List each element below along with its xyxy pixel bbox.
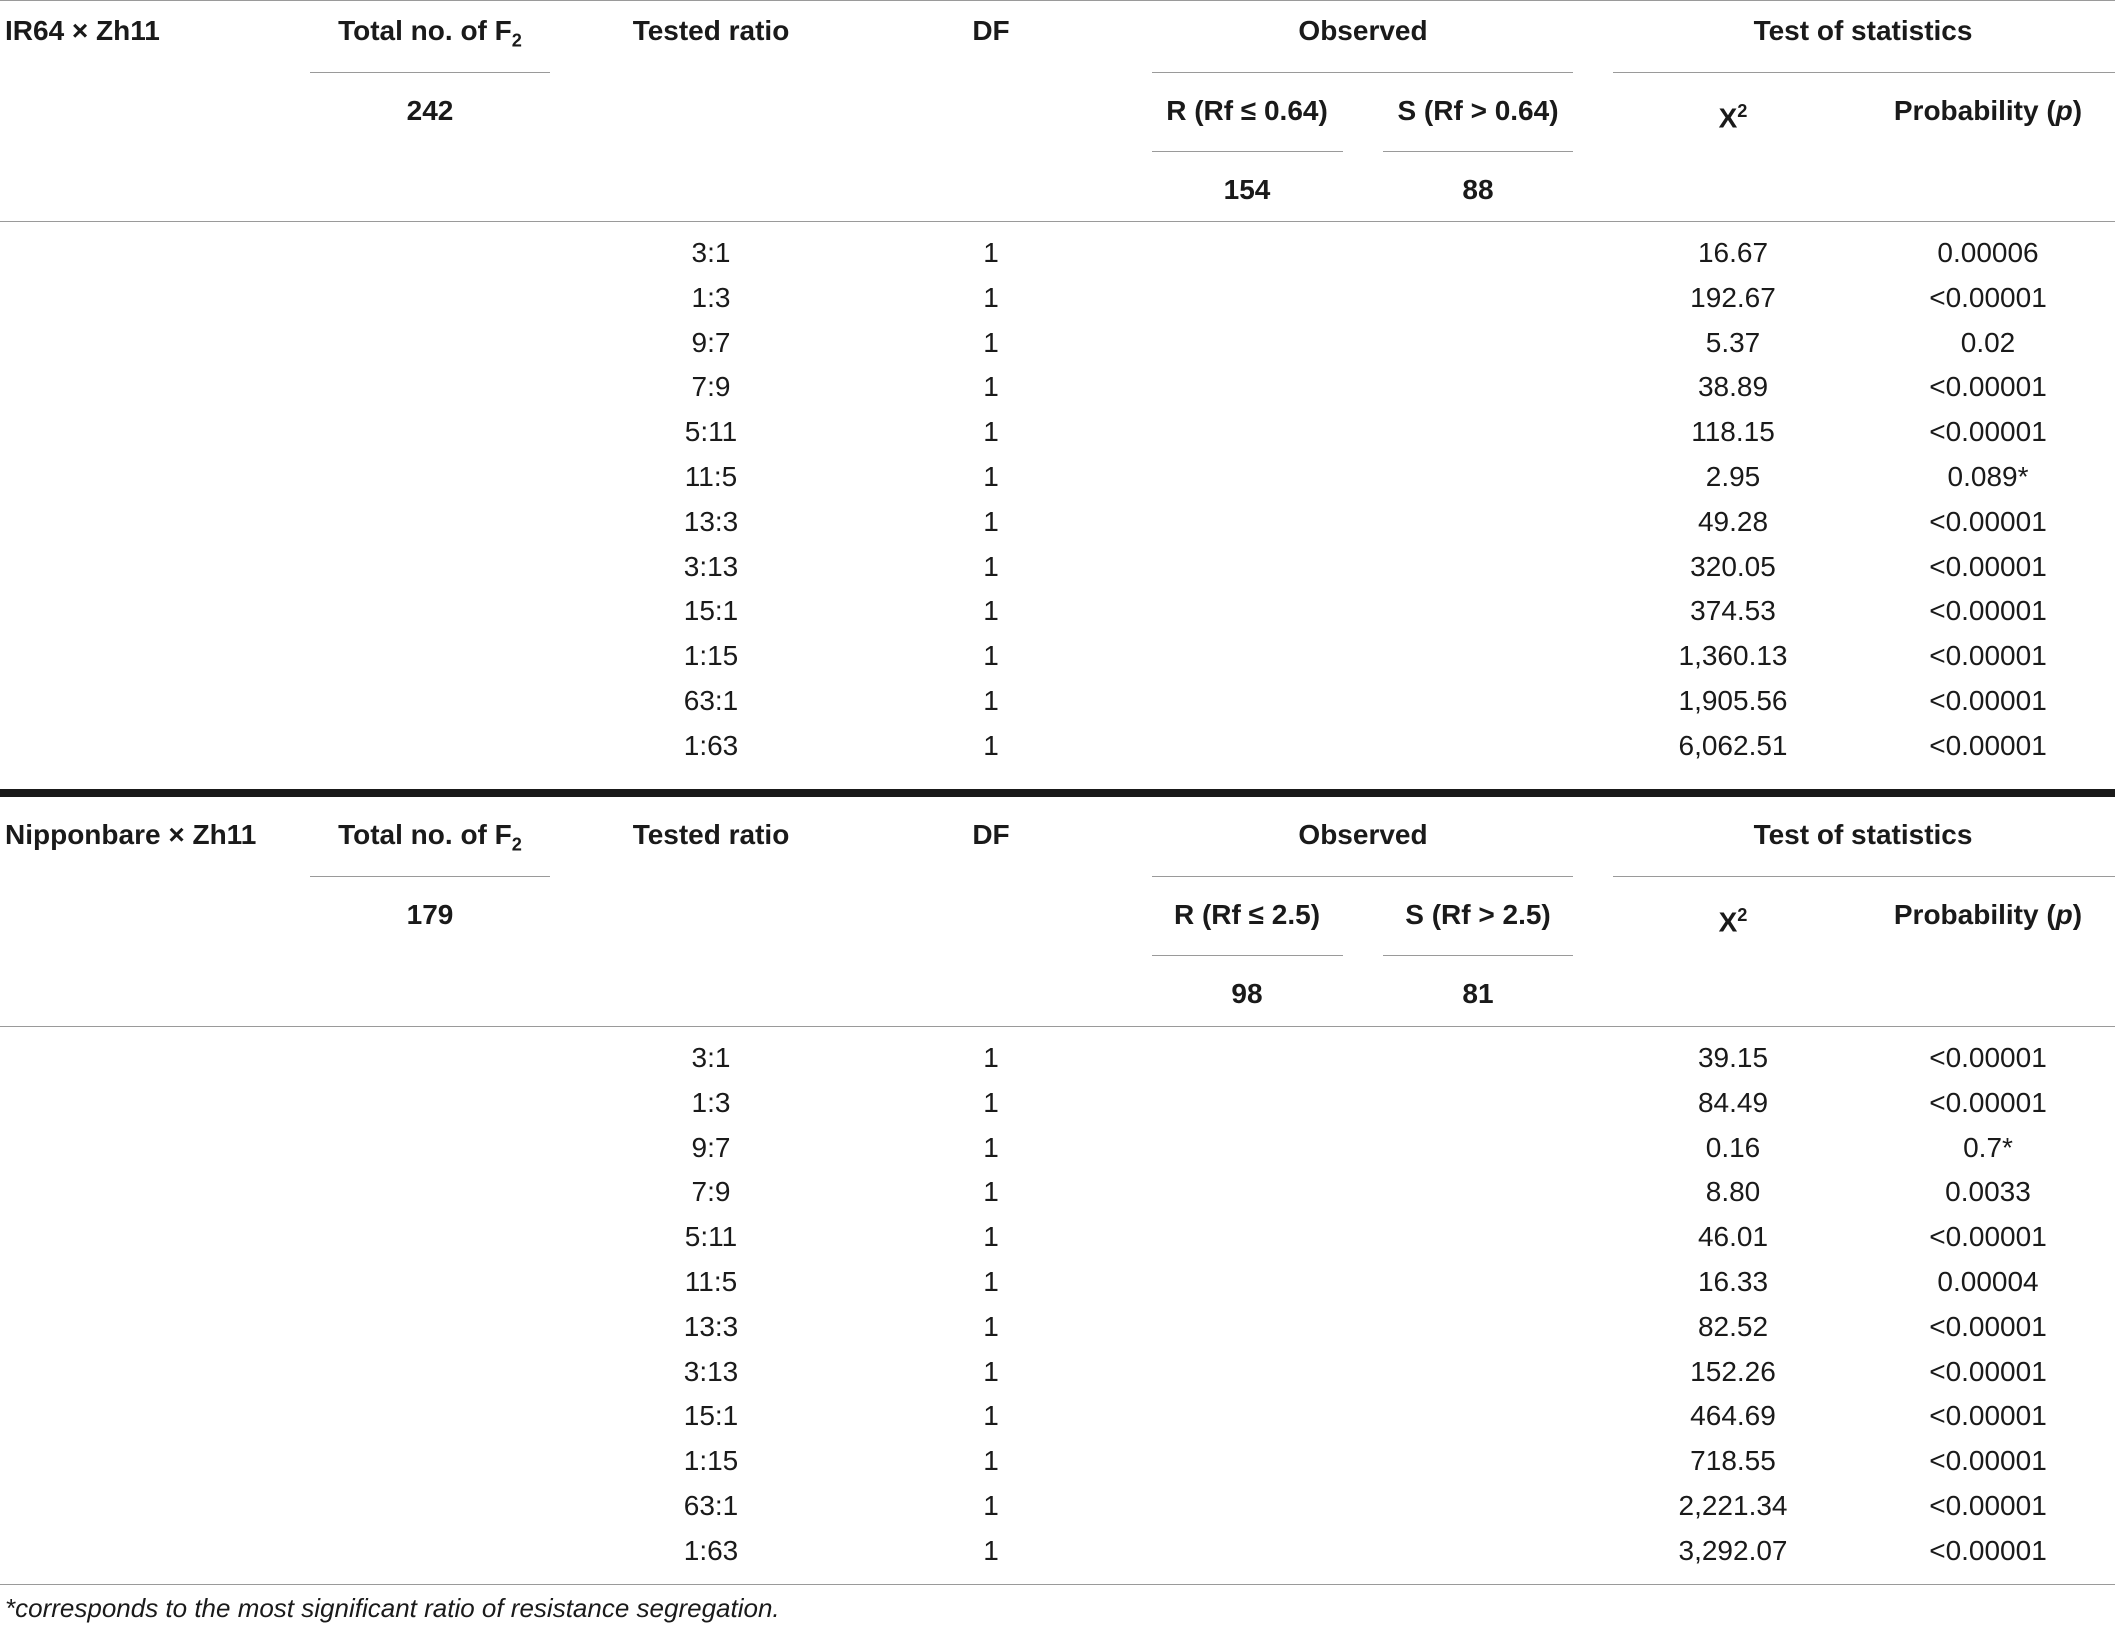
x2-cell: 464.69 [1690,1400,1776,1432]
ratio-cell: 1:63 [683,1534,739,1566]
x2-cell: 46.01 [1697,1221,1769,1253]
s-underline [1383,151,1573,152]
x2-cell: 152.26 [1690,1355,1776,1387]
stats-underline [1613,72,2115,73]
probability-cell: <0.00001 [1929,595,2047,627]
probability-cell: <0.00001 [1929,685,2047,716]
r-underline [1152,955,1343,956]
ratio-cell: 5:11 [684,1221,738,1253]
observed-r-value: 154 [1223,174,1271,205]
ratio-cell: 3:1 [691,237,731,268]
probability-cell: 0.7* [1963,1131,2013,1163]
x2-cell: 84.49 [1697,1086,1769,1118]
ratio-cell: 13:3 [683,1310,739,1342]
x2-cell: 8.80 [1705,1176,1761,1208]
ratio-cell: 15:1 [683,1400,739,1432]
df-header: DF [972,15,1010,46]
df-cell: 1 [983,461,999,492]
total-underline [310,876,550,877]
bottom-rule [0,1584,2115,1585]
probability-cell: 0.0033 [1945,1176,2031,1208]
df-cell: 1 [983,1355,999,1387]
ratio-cell: 11:5 [684,461,738,492]
df-cell: 1 [983,505,999,537]
x2-cell: 192.67 [1690,281,1776,313]
s-header: S (Rf > 0.64) [1397,95,1559,126]
x2-cell: 718.55 [1690,1445,1776,1477]
total-f2-header: Total no. of $F_2$ [338,819,522,855]
ratio-cell: 11:5 [684,1266,738,1297]
probability-cell: <0.00001 [1929,1445,2047,1477]
top-rule [0,0,2115,1]
probability-cell: <0.00001 [1929,505,2047,537]
observed-s-value: 81 [1462,978,1494,1009]
df-cell: 1 [983,1445,999,1477]
x2-cell: 320.05 [1690,550,1776,582]
probability-cell: 0.00004 [1937,1266,2039,1297]
x2-cell: 2,221.34 [1678,1490,1788,1521]
df-cell: 1 [983,1266,999,1297]
x2-cell: 1,905.56 [1678,685,1788,716]
df-cell: 1 [983,281,999,313]
x2-header: $X^2$ [1718,101,1748,134]
probability-cell: <0.00001 [1929,1355,2047,1387]
x2-cell: 16.33 [1697,1266,1769,1297]
x2-cell: 5.37 [1705,326,1761,358]
ratio-cell: 63:1 [683,685,739,716]
x2-cell: 374.53 [1690,595,1776,627]
tested-ratio-header: Tested ratio [632,819,790,850]
test-stats-header: Test of statistics [1753,15,1973,46]
observed-r-value: 98 [1231,978,1263,1009]
df-cell: 1 [983,1042,999,1073]
x2-cell: 38.89 [1697,371,1769,403]
probability-cell: <0.00001 [1929,1086,2047,1118]
cross-label: Nipponbare × Zh11 [5,819,257,850]
stats-underline [1613,876,2115,877]
probability-cell: <0.00001 [1929,729,2047,761]
df-cell: 1 [983,326,999,358]
probability-cell: 0.02 [1960,326,2016,358]
probability-cell: <0.00001 [1929,1490,2047,1521]
df-cell: 1 [983,1221,999,1253]
ratio-cell: 1:15 [683,640,739,672]
x2-cell: 39.15 [1697,1042,1769,1073]
ratio-cell: 7:9 [691,1176,731,1208]
ratio-cell: 3:1 [691,1042,731,1073]
r-header: R (Rf ≤ 2.5) [1173,899,1321,930]
x2-cell: 2.95 [1705,461,1761,492]
ratio-cell: 1:15 [683,1445,739,1477]
x2-cell: 0.16 [1705,1131,1761,1163]
probability-cell: <0.00001 [1929,1221,2047,1253]
x2-cell: 82.52 [1697,1310,1769,1342]
ratio-cell: 63:1 [683,1490,739,1521]
x2-cell: 3,292.07 [1678,1534,1788,1566]
x2-cell: 16.67 [1697,237,1769,268]
ratio-cell: 1:3 [691,281,731,313]
df-cell: 1 [983,550,999,582]
header-rule [0,221,2115,222]
total-f2-header: Total no. of $F_2$ [338,15,522,51]
footnote: *corresponds to the most significant ratio of resistance segregation. [5,1593,780,1623]
df-cell: 1 [983,1534,999,1566]
probability-cell: 0.089* [1947,461,2029,492]
cross-label: IR64 × Zh11 [5,15,160,46]
ratio-cell: 9:7 [691,326,731,358]
test-stats-header: Test of statistics [1753,819,1973,850]
section-divider [0,789,2115,797]
observed-header: Observed [1298,819,1428,850]
df-cell: 1 [983,640,999,672]
x2-cell: 49.28 [1697,505,1769,537]
s-header: S (Rf > 2.5) [1405,899,1551,930]
df-cell: 1 [983,1400,999,1432]
ratio-cell: 5:11 [684,416,738,448]
probability-cell: <0.00001 [1929,281,2047,313]
observed-underline [1152,876,1573,877]
observed-s-value: 88 [1462,174,1494,205]
probability-cell: <0.00001 [1929,640,2047,672]
probability-cell: <0.00001 [1929,1400,2047,1432]
ratio-cell: 1:63 [683,729,739,761]
df-cell: 1 [983,1310,999,1342]
df-cell: 1 [983,371,999,403]
df-cell: 1 [983,685,999,716]
probability-cell: <0.00001 [1929,416,2047,448]
total-f2-value: 179 [406,899,454,930]
df-cell: 1 [983,729,999,761]
ratio-cell: 15:1 [683,595,739,627]
df-header: DF [972,819,1010,850]
r-underline [1152,151,1343,152]
r-header: R (Rf ≤ 0.64) [1166,95,1328,126]
probability-cell: <0.00001 [1929,1310,2047,1342]
df-cell: 1 [983,416,999,448]
ratio-cell: 9:7 [691,1131,731,1163]
ratio-cell: 3:13 [683,550,739,582]
observed-header: Observed [1298,15,1428,46]
df-cell: 1 [983,1086,999,1118]
header-rule [0,1026,2115,1027]
probability-cell: <0.00001 [1929,1042,2047,1073]
df-cell: 1 [983,595,999,627]
observed-underline [1152,72,1573,73]
ratio-cell: 3:13 [683,1355,739,1387]
probability-header: Probability (p) [1893,95,2083,126]
df-cell: 1 [983,1131,999,1163]
ratio-cell: 7:9 [691,371,731,403]
df-cell: 1 [983,1490,999,1521]
ratio-cell: 13:3 [683,505,739,537]
probability-cell: <0.00001 [1929,550,2047,582]
ratio-cell: 1:3 [691,1086,731,1118]
probability-header: Probability (p) [1893,899,2083,930]
df-cell: 1 [983,237,999,268]
x2-cell: 6,062.51 [1678,729,1788,761]
x2-cell: 118.15 [1691,416,1775,448]
df-cell: 1 [983,1176,999,1208]
total-underline [310,72,550,73]
s-underline [1383,955,1573,956]
probability-cell: <0.00001 [1929,371,2047,403]
probability-cell: <0.00001 [1929,1534,2047,1566]
x2-header: $X^2$ [1718,905,1748,938]
probability-cell: 0.00006 [1937,237,2039,268]
tested-ratio-header: Tested ratio [632,15,790,46]
x2-cell: 1,360.13 [1678,640,1788,672]
total-f2-value: 242 [406,95,454,126]
